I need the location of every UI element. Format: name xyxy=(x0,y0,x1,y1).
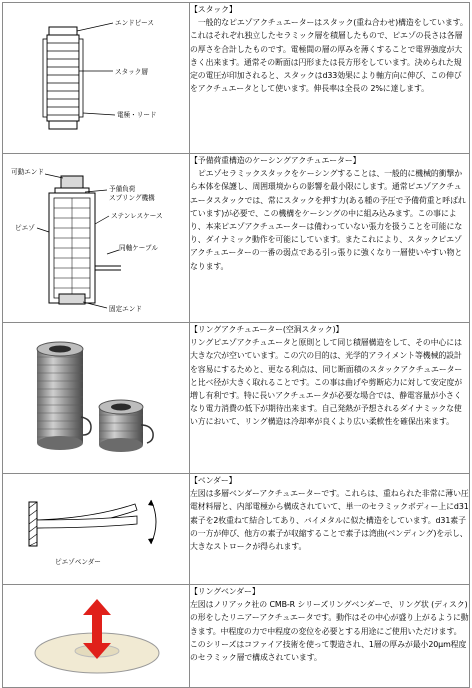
ring-actuator-body-text: リングピエゾアクチュエータと原則として同じ積層構造をして、その中心には大きな穴が空いています。この穴の目的は、光学的アライメント等機械的設計を容易にするためと、更なる利点は、同じ断面積のスタックアクチュエーターと比べ径が大きく取れることです。この事は曲げや剪断応力に対して安定度が増し有利です。特に長いアクチュエータが必要な場合では、静電容量が小さくなり電力消費の低下が期待出来ます。自己発熱が予想されるダイナミックな使い方において、リング構造は冷却率が良くより広い柔軟性を確保出来ます。 xyxy=(190,338,463,427)
row-stack xyxy=(3,3,470,154)
label-stack-layer: スタック層 xyxy=(115,68,148,76)
casing-text-cell xyxy=(190,154,470,323)
label-stainless-case: ステンレスケース xyxy=(111,212,163,220)
ring-bender-title: 【リングベンダー】 xyxy=(190,587,260,596)
row-bender xyxy=(3,474,470,585)
ring-actuator-text-cell xyxy=(190,323,470,474)
stack-electrode-left xyxy=(43,39,47,117)
row-casing xyxy=(3,154,470,323)
stack-figure-cell xyxy=(3,3,190,154)
ring-bender-diagram xyxy=(3,585,189,683)
casing-title: 【予備荷重構造のケーシングアクチュエーター】 xyxy=(190,156,361,165)
casing-body-text: ピエゾセラミックスタックをケーシングすることは、一般的に機械的衝撃から本体を保護し、周囲環境からの影響を最小限にします。通常ピエゾアクチュエータスタックでは、常にスタックを押す力(ある種の予圧で予備荷重と呼ばれています)が必要で、この機構をケーシングの中に組み込みます。この事により、本来ピエゾアクチュエーターは備わっていない張力を扱うことを可能になり、ダイナミック動作を可能にしています。またこれにより、スタックピエゾアクチュエーターの一番の弱点である引っ張りに強くなり一層使いやすい物となります。 xyxy=(190,169,466,271)
short-ring-actuator xyxy=(99,400,153,452)
ring-actuator-photo xyxy=(3,323,189,469)
stack-body-text: 一般的なピエゾアクチュエーターはスタック(重ね合わせ)構造をしています。これはそれぞれ独立したセラミック層を積層したもので、ピエゾの長さは各層の厚さを合計したものです。電極間の層の厚みを薄くすることで電界強度が大きく出来ます。通常その断面は円形または長方形をしています。決められた規定の電圧が印加されると、スタックはd33効果により軸方向に伸び、この伸びをアクチュエータとして使います。伸長率は全長の 2%に達します。 xyxy=(190,18,468,94)
casing-figure-cell xyxy=(3,154,190,323)
stack-diagram xyxy=(3,3,189,149)
stack-bottom-end-piece xyxy=(49,121,77,129)
bender-title: 【ベンダー】 xyxy=(190,476,237,485)
label-fixed-end: 固定エンド xyxy=(109,305,142,313)
ring-bender-figure-cell xyxy=(3,585,190,688)
label-coax-cable: 同軸ケーブル xyxy=(119,244,158,252)
bender-text-cell xyxy=(190,474,470,585)
bender-diagram xyxy=(3,474,189,580)
bender-stroke-arrow xyxy=(151,500,156,544)
stack-text-cell xyxy=(190,3,470,154)
row-ring-actuator xyxy=(3,323,470,474)
ring-actuator-title: 【リングアクチュエーター(空洞スタック)】 xyxy=(190,325,344,334)
ring-bender-body-text: 左図はノリアック社の CMB-R シリーズリングベンダーで、リング状 (ディスク) の形をしたリニアーアクチュエータです。動作はその中心が盛り上がるように動きます。中程度の力で中程度の変位を必要とする用途にご使用いただけます。このシリーズはコファイア技術を使って製造され、1層の厚みが最小20μm程度のセラミック層で構成されています。 xyxy=(190,600,469,663)
ring-actuator-figure-cell xyxy=(3,323,190,474)
stack-electrode-right xyxy=(79,39,83,117)
label-end-piece: エンドピース xyxy=(115,19,154,27)
row-ring-bender xyxy=(3,585,470,688)
label-electrode-lead: 電極・リード xyxy=(117,111,157,119)
label-piezo: ピエゾ xyxy=(15,224,35,232)
stack-title: 【スタック】 xyxy=(190,5,237,14)
bender-body-text: 左図は多層ベンダーアクチュエーターです。これらは、重ねられた非常に薄い圧電材料層と、内部電極から構成されていて、単一のセラミックボディー上にd31素子を2枚重ねて結合してあり、バイメタルに似た構造をしています。d31素子の一方が伸び、他方の素子が収縮することで素子は湾曲(ベンディング)を示し、大きなストロークが得られます。 xyxy=(190,489,469,552)
casing-fixed-end xyxy=(59,294,85,304)
piezo-types-table xyxy=(2,2,470,688)
label-piezo-bender: ピエゾベンダー xyxy=(55,558,101,566)
tall-ring-actuator xyxy=(37,342,91,450)
stack-body xyxy=(47,35,79,121)
casing-top-flange xyxy=(55,188,89,193)
label-preload-2: スプリング機構 xyxy=(109,194,155,202)
bender-figure-cell xyxy=(3,474,190,585)
label-movable-end: 可動エンド xyxy=(11,168,44,176)
stack-top-end-piece xyxy=(49,27,77,35)
label-preload-1: 予備負荷 xyxy=(109,185,136,193)
ring-bender-text-cell xyxy=(190,585,470,688)
casing-diagram xyxy=(3,154,189,318)
